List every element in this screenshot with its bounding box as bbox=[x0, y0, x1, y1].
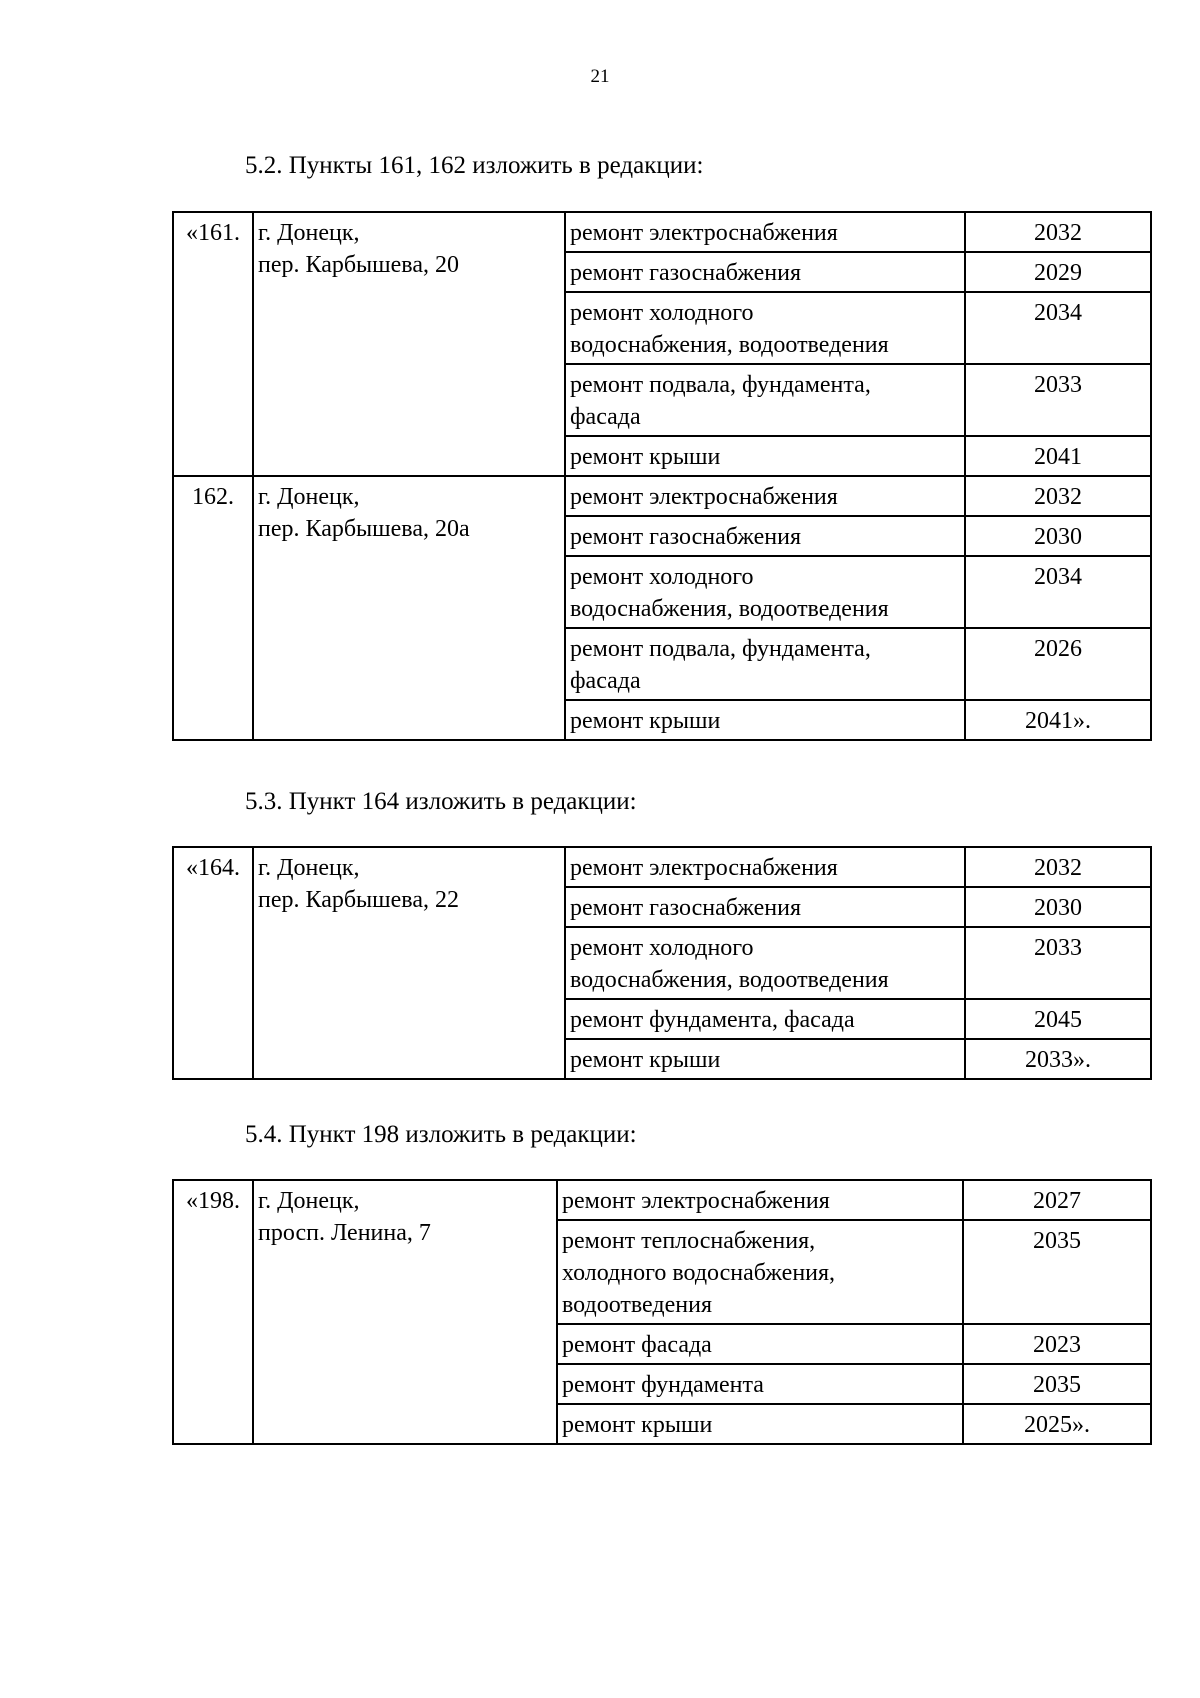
work-year: 2033». bbox=[965, 1039, 1151, 1079]
work-type: ремонт фасада bbox=[557, 1324, 963, 1364]
work-type: ремонт крыши bbox=[565, 436, 965, 476]
work-year: 2030 bbox=[965, 516, 1151, 556]
work-type: ремонт подвала, фундамента, фасада bbox=[565, 364, 965, 436]
work-type: ремонт теплоснабжения, холодного водоснабжения, водоотведения bbox=[557, 1220, 963, 1324]
section-heading-5-3: 5.3. Пункт 164 изложить в редакции: bbox=[245, 788, 637, 815]
table-row bbox=[173, 212, 1151, 252]
work-type: ремонт газоснабжения bbox=[565, 516, 965, 556]
work-year: 2033 bbox=[965, 364, 1151, 436]
item-number: «161. bbox=[173, 212, 253, 476]
item-address: г. Донецк, просп. Ленина, 7 bbox=[253, 1180, 557, 1444]
item-number: 162. bbox=[173, 476, 253, 740]
work-type: ремонт холодного водоснабжения, водоотведения bbox=[565, 927, 965, 999]
item-address: г. Донецк, пер. Карбышева, 22 bbox=[253, 847, 565, 1079]
item-number: «164. bbox=[173, 847, 253, 1079]
work-type: ремонт электроснабжения bbox=[565, 212, 965, 252]
page-number: 21 bbox=[590, 66, 610, 87]
work-year: 2033 bbox=[965, 927, 1151, 999]
work-year: 2027 bbox=[963, 1180, 1151, 1220]
work-year: 2035 bbox=[963, 1220, 1151, 1324]
work-type: ремонт электроснабжения bbox=[565, 847, 965, 887]
work-type: ремонт крыши bbox=[557, 1404, 963, 1444]
work-type: ремонт холодного водоснабжения, водоотведения bbox=[565, 292, 965, 364]
work-type: ремонт фундамента, фасада bbox=[565, 999, 965, 1039]
item-address: г. Донецк, пер. Карбышева, 20а bbox=[253, 476, 565, 740]
item-address: г. Донецк, пер. Карбышева, 20 bbox=[253, 212, 565, 476]
table-row bbox=[173, 476, 1151, 516]
work-year: 2032 bbox=[965, 847, 1151, 887]
work-year: 2034 bbox=[965, 292, 1151, 364]
work-year: 2041 bbox=[965, 436, 1151, 476]
work-type: ремонт газоснабжения bbox=[565, 252, 965, 292]
work-type: ремонт газоснабжения bbox=[565, 887, 965, 927]
work-type: ремонт подвала, фундамента, фасада bbox=[565, 628, 965, 700]
item-number: «198. bbox=[173, 1180, 253, 1444]
work-year: 2032 bbox=[965, 476, 1151, 516]
table-row bbox=[173, 847, 1151, 887]
work-year: 2032 bbox=[965, 212, 1151, 252]
work-table-5-4 bbox=[172, 1179, 1152, 1445]
work-table-5-2 bbox=[172, 211, 1152, 741]
work-year: 2045 bbox=[965, 999, 1151, 1039]
work-type: ремонт крыши bbox=[565, 700, 965, 740]
work-year: 2030 bbox=[965, 887, 1151, 927]
table-row bbox=[173, 1180, 1151, 1220]
work-type: ремонт фундамента bbox=[557, 1364, 963, 1404]
work-year: 2035 bbox=[963, 1364, 1151, 1404]
work-type: ремонт электроснабжения bbox=[557, 1180, 963, 1220]
section-heading-5-4: 5.4. Пункт 198 изложить в редакции: bbox=[245, 1121, 637, 1148]
work-year: 2041». bbox=[965, 700, 1151, 740]
work-type: ремонт холодного водоснабжения, водоотведения bbox=[565, 556, 965, 628]
section-heading-5-2: 5.2. Пункты 161, 162 изложить в редакции: bbox=[245, 152, 704, 179]
work-type: ремонт крыши bbox=[565, 1039, 965, 1079]
work-year: 2025». bbox=[963, 1404, 1151, 1444]
work-year: 2034 bbox=[965, 556, 1151, 628]
work-year: 2029 bbox=[965, 252, 1151, 292]
work-year: 2026 bbox=[965, 628, 1151, 700]
work-table-5-3 bbox=[172, 846, 1152, 1080]
work-type: ремонт электроснабжения bbox=[565, 476, 965, 516]
work-year: 2023 bbox=[963, 1324, 1151, 1364]
